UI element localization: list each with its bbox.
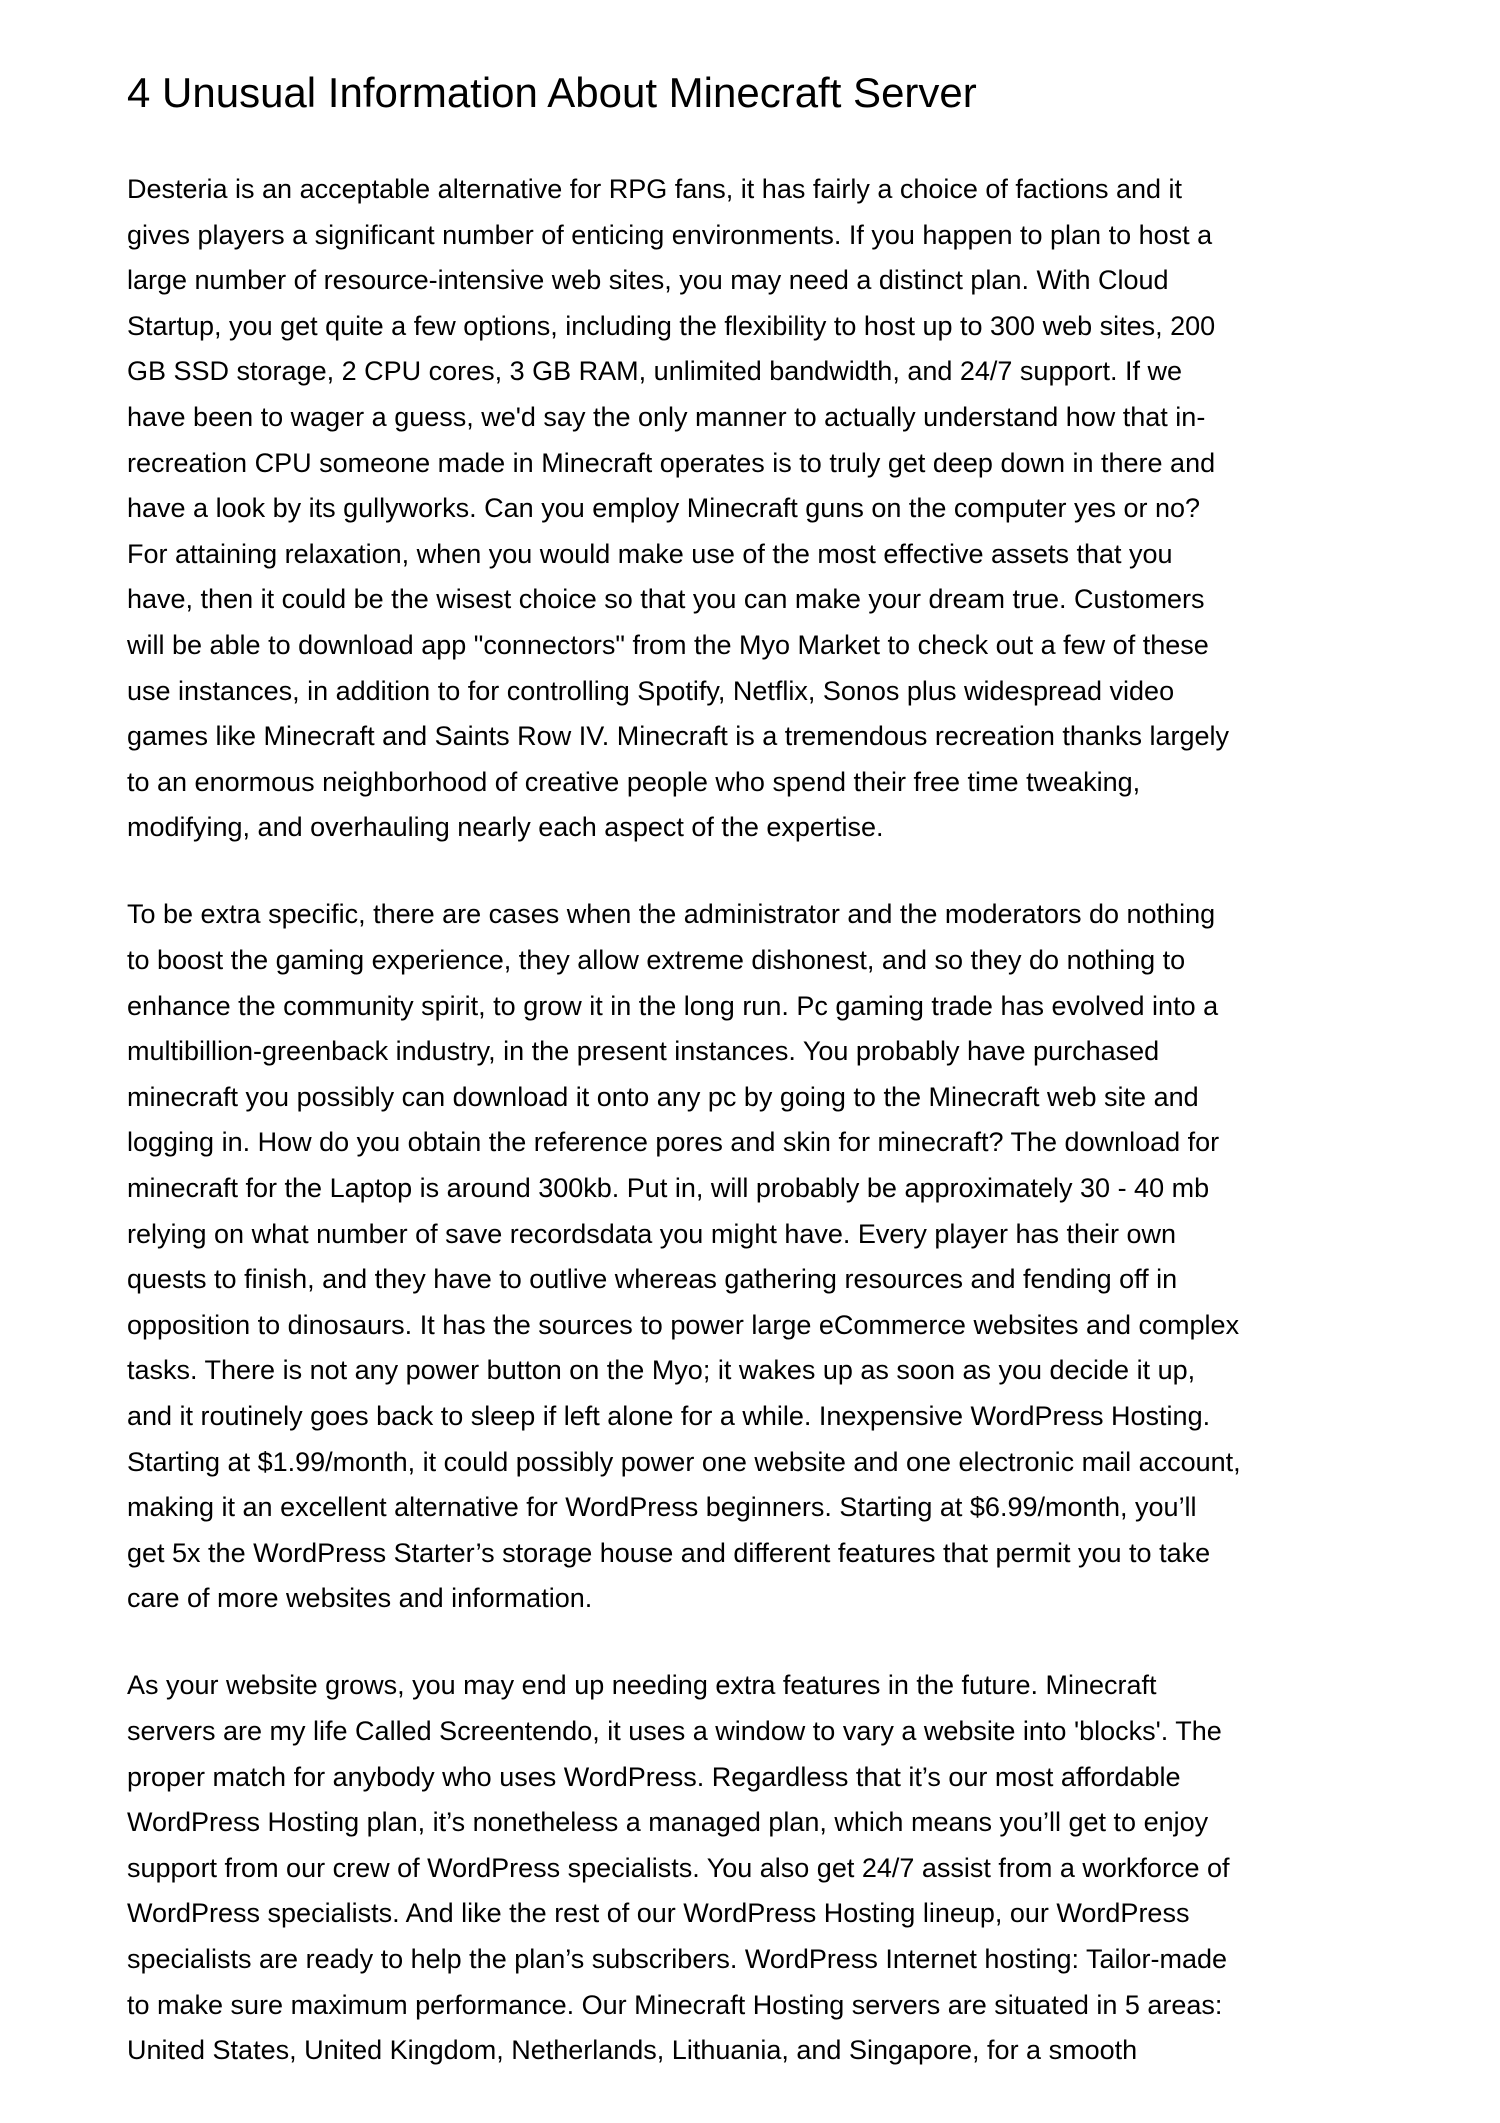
text-line: to an enormous neighborhood of creative people who spend their free time tweaking, xyxy=(127,766,1141,797)
text-line: WordPress specialists. And like the rest of our WordPress Hosting lineup, our WordPress xyxy=(127,1898,1190,1929)
text-line: specialists are ready to help the plan’s subscribers. WordPress Internet hosting: Tailor-made xyxy=(127,1943,1228,1974)
text-line: have been to wager a guess, we'd say the only manner to actually understand how that in- xyxy=(127,401,1206,432)
text-line: modifying, and overhauling nearly each aspect of the expertise. xyxy=(127,812,884,843)
text-line: Desteria is an acceptable alternative for RPG fans, it has fairly a choice of factions and it xyxy=(127,174,1183,204)
text-line: Starting at $1.99/month, it could possibly power one website and one electronic mail account, xyxy=(127,1446,1241,1477)
article xyxy=(127,0,1427,2074)
text-line: proper match for anybody who uses WordPress. Regardless that it’s our most affordable xyxy=(127,1761,1181,1792)
text-line: tasks. There is not any power button on the Myo; it wakes up as soon as you decide it up, xyxy=(127,1355,1196,1386)
text-line: care of more websites and information. xyxy=(127,1583,593,1614)
text-line: As your website grows, you may end up needing extra features in the future. Minecraft xyxy=(127,1670,1157,1701)
paragraph xyxy=(127,167,1427,851)
text-line: gives players a significant number of enticing environments. If you happen to plan to host a xyxy=(127,219,1213,250)
text-line: multibillion-greenback industry, in the present instances. You probably have purchased xyxy=(127,1036,1160,1067)
text-line: recreation CPU someone made in Minecraft operates is to truly get deep down in there and xyxy=(127,447,1216,478)
text-line: For attaining relaxation, when you would make use of the most effective assets that you xyxy=(127,538,1173,569)
text-line: WordPress Hosting plan, it’s nonetheless a managed plan, which means you’ll get to enjoy xyxy=(127,1807,1209,1838)
text-line: relying on what number of save recordsdata you might have. Every player has their own xyxy=(127,1218,1177,1249)
text-line: will be able to download app "connectors" from the Myo Market to check out a few of these xyxy=(127,629,1209,660)
text-line: minecraft for the Laptop is around 300kb. Put in, will probably be approximately 30 - 40 mb xyxy=(127,1172,1210,1203)
text-line: logging in. How do you obtain the reference pores and skin for minecraft? The download for xyxy=(127,1127,1220,1158)
text-line: servers are my life Called Screentendo, it uses a window to vary a website into 'blocks'. The xyxy=(127,1716,1222,1746)
text-line: GB SSD storage, 2 CPU cores, 3 GB RAM, unlimited bandwidth, and 24/7 support. If we xyxy=(127,356,1183,387)
text-line: to make sure maximum performance. Our Minecraft Hosting servers are situated in 5 areas: xyxy=(127,1989,1223,2020)
text-line: get 5x the WordPress Starter’s storage house and different features that permit you to take xyxy=(127,1537,1211,1568)
article-title: 4 Unusual Information About Minecraft Server xyxy=(127,69,977,116)
text-line: have a look by its gullyworks. Can you employ Minecraft guns on the computer yes or no? xyxy=(127,493,1201,524)
text-line: enhance the community spirit, to grow it in the long run. Pc gaming trade has evolved into a xyxy=(127,990,1219,1021)
text-line: To be extra specific, there are cases when the administrator and the moderators do nothing xyxy=(127,899,1216,930)
text-line: Startup, you get quite a few options, including the flexibility to host up to 300 web sites, 200 xyxy=(127,310,1216,341)
text-line: support from our crew of WordPress specialists. You also get 24/7 assist from a workforce of xyxy=(127,1852,1230,1883)
text-line: large number of resource-intensive web sites, you may need a distinct plan. With Cloud xyxy=(127,265,1169,296)
text-line: quests to finish, and they have to outlive whereas gathering resources and fending off in xyxy=(127,1264,1178,1295)
text-line: games like Minecraft and Saints Row IV. Minecraft is a tremendous recreation thanks largely xyxy=(127,721,1230,752)
text-line: making it an excellent alternative for WordPress beginners. Starting at $6.99/month, you’ll xyxy=(127,1492,1197,1523)
text-line: have, then it could be the wisest choice so that you can make your dream true. Customers xyxy=(127,584,1205,615)
article-body xyxy=(127,167,1427,2074)
paragraph xyxy=(127,892,1427,1622)
text-line: use instances, in addition to for controlling Spotify, Netflix, Sonos plus widespread video xyxy=(127,675,1175,706)
text-line: minecraft you possibly can download it onto any pc by going to the Minecraft web site and xyxy=(127,1081,1199,1112)
text-line: United States, United Kingdom, Netherlands, Lithuania, and Singapore, for a smooth xyxy=(127,2035,1138,2066)
text-line: and it routinely goes back to sleep if left alone for a while. Inexpensive WordPress Hosting. xyxy=(127,1400,1211,1431)
text-line: opposition to dinosaurs. It has the sources to power large eCommerce websites and complex xyxy=(127,1309,1240,1340)
paragraph xyxy=(127,1663,1427,2073)
text-line: to boost the gaming experience, they allow extreme dishonest, and so they do nothing to xyxy=(127,945,1186,975)
